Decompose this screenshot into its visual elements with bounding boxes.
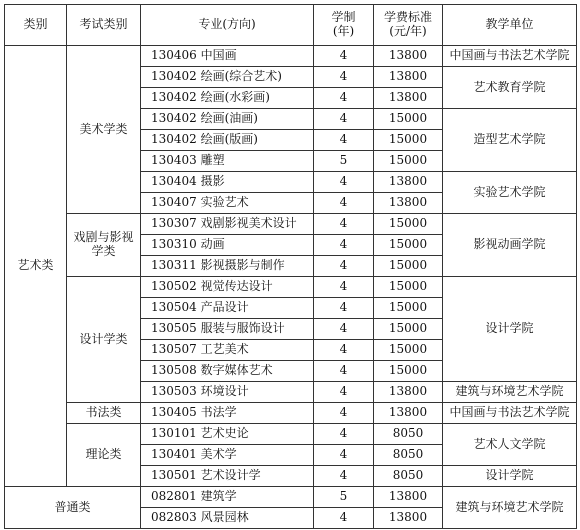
category-cell: 艺术类 [5,46,67,487]
fee-cell: 8050 [374,466,443,487]
major-cell: 082803 风景园林 [141,508,314,529]
duration-cell: 4 [314,508,374,529]
fee-cell: 15000 [374,361,443,382]
unit-cell: 造型艺术学院 [443,109,577,172]
fee-cell: 15000 [374,151,443,172]
header-duration [314,5,374,46]
exam-type-cell: 戏剧与影视学类 [67,214,141,277]
header-duration-title: 学制 [331,10,356,25]
header-category: 类别 [5,5,67,46]
fee-cell: 13800 [374,46,443,67]
header-major: 专业(方向) [141,5,314,46]
major-cell: 130503 环境设计 [141,382,314,403]
exam-type-cell: 美术学类 [67,46,141,214]
major-cell: 130310 动画 [141,235,314,256]
duration-cell: 4 [314,214,374,235]
duration-cell: 4 [314,130,374,151]
header-exam-type: 考试类别 [67,5,141,46]
duration-cell: 4 [314,403,374,424]
fee-cell: 15000 [374,214,443,235]
fee-cell: 15000 [374,130,443,151]
header-unit: 教学单位 [443,5,577,46]
category-cell: 普通类 [5,487,141,529]
duration-cell: 4 [314,67,374,88]
major-cell: 130508 数字媒体艺术 [141,361,314,382]
major-cell: 130406 中国画 [141,46,314,67]
unit-cell: 艺术人文学院 [443,424,577,466]
fee-cell: 15000 [374,298,443,319]
unit-cell: 影视动画学院 [443,214,577,277]
exam-type-cell: 理论类 [67,424,141,487]
duration-cell: 4 [314,88,374,109]
duration-cell: 4 [314,235,374,256]
fee-cell: 15000 [374,340,443,361]
fee-cell: 8050 [374,445,443,466]
duration-cell: 5 [314,151,374,172]
table-row [5,403,577,424]
duration-cell: 5 [314,487,374,508]
major-cell: 130401 美术学 [141,445,314,466]
table-row [5,424,577,445]
major-cell: 130307 戏剧影视美术设计 [141,214,314,235]
unit-cell: 建筑与环境艺术学院 [443,487,577,529]
major-cell: 130402 绘画(油画) [141,109,314,130]
major-cell: 130402 绘画(水彩画) [141,88,314,109]
major-cell: 130402 绘画(综合艺术) [141,67,314,88]
fee-cell: 15000 [374,109,443,130]
fee-cell: 13800 [374,67,443,88]
table-row [5,277,577,298]
duration-cell: 4 [314,424,374,445]
exam-type-cell: 书法类 [67,403,141,424]
duration-cell: 4 [314,193,374,214]
header-duration-unit: (年) [332,24,355,38]
fee-cell: 13800 [374,193,443,214]
duration-cell: 4 [314,109,374,130]
unit-cell: 建筑与环境艺术学院 [443,382,577,403]
unit-cell: 中国画与书法艺术学院 [443,46,577,67]
fee-cell: 13800 [374,403,443,424]
fee-cell: 15000 [374,319,443,340]
tuition-table [4,4,577,529]
major-cell: 130403 雕塑 [141,151,314,172]
duration-cell: 4 [314,277,374,298]
header-fee-title: 学费标准 [383,10,432,25]
major-cell: 130311 影视摄影与制作 [141,256,314,277]
exam-type-cell: 设计学类 [67,277,141,403]
duration-cell: 4 [314,319,374,340]
major-cell: 130407 实验艺术 [141,193,314,214]
duration-cell: 4 [314,256,374,277]
fee-cell: 15000 [374,277,443,298]
major-cell: 130405 书法学 [141,403,314,424]
duration-cell: 4 [314,361,374,382]
major-cell: 130404 摄影 [141,172,314,193]
major-cell: 130402 绘画(版画) [141,130,314,151]
duration-cell: 4 [314,46,374,67]
table-row [5,487,577,508]
unit-cell: 实验艺术学院 [443,172,577,214]
unit-cell: 设计学院 [443,277,577,382]
major-cell: 130507 工艺美术 [141,340,314,361]
major-cell: 130504 产品设计 [141,298,314,319]
major-cell: 130505 服装与服饰设计 [141,319,314,340]
fee-cell: 13800 [374,88,443,109]
major-cell: 082801 建筑学 [141,487,314,508]
header-fee [374,5,443,46]
duration-cell: 4 [314,340,374,361]
table-row [5,214,577,235]
fee-cell: 13800 [374,172,443,193]
unit-cell: 设计学院 [443,466,577,487]
fee-cell: 13800 [374,382,443,403]
fee-cell: 13800 [374,487,443,508]
major-cell: 130502 视觉传达设计 [141,277,314,298]
duration-cell: 4 [314,445,374,466]
unit-cell: 中国画与书法艺术学院 [443,403,577,424]
header-fee-unit: (元/年) [389,24,427,38]
header-row [5,5,577,46]
duration-cell: 4 [314,298,374,319]
major-cell: 130101 艺术史论 [141,424,314,445]
fee-cell: 8050 [374,424,443,445]
fee-cell: 15000 [374,235,443,256]
duration-cell: 4 [314,466,374,487]
fee-cell: 13800 [374,508,443,529]
duration-cell: 4 [314,172,374,193]
major-cell: 130501 艺术设计学 [141,466,314,487]
duration-cell: 4 [314,382,374,403]
table-row [5,46,577,67]
fee-cell: 15000 [374,256,443,277]
unit-cell: 艺术教育学院 [443,67,577,109]
